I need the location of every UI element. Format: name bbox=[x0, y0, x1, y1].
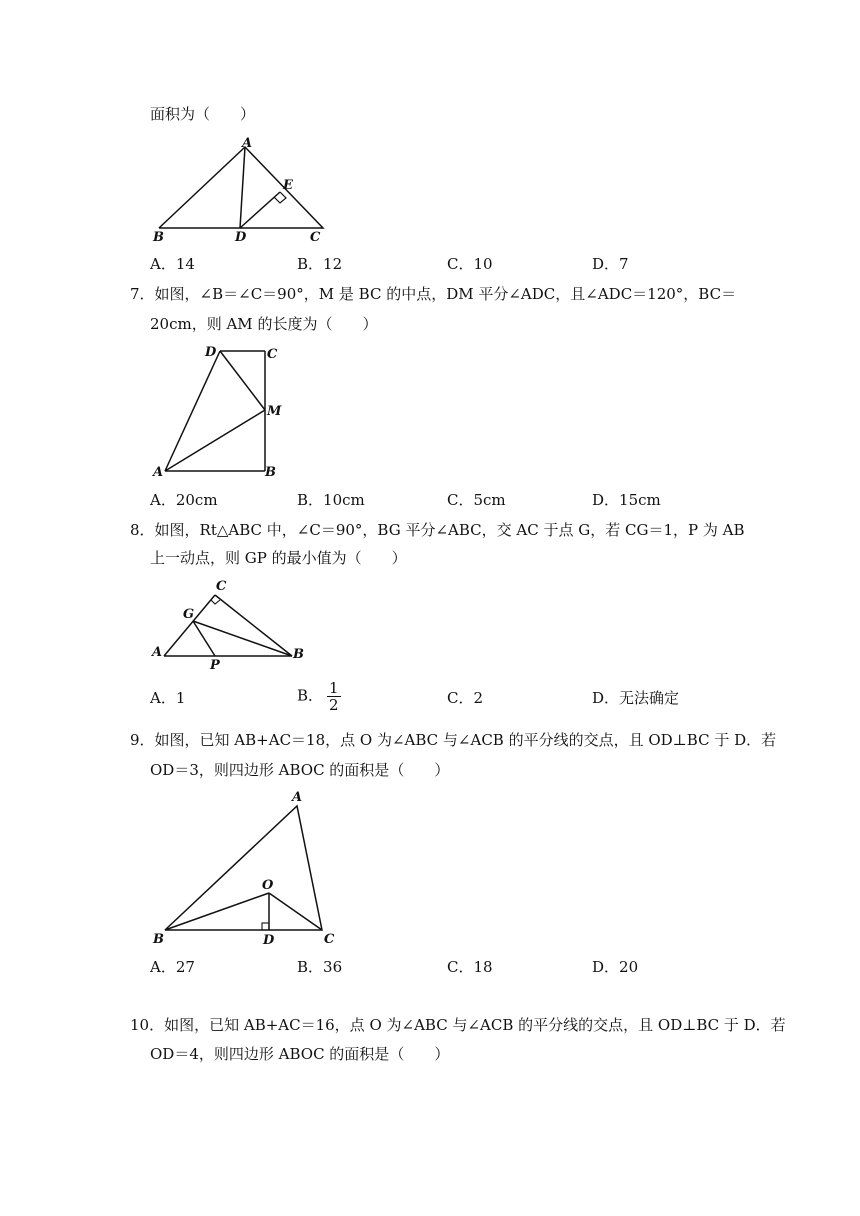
q9-option-d: D．20 bbox=[592, 958, 639, 976]
label-E: E bbox=[283, 178, 293, 193]
label-A: A bbox=[292, 790, 303, 805]
q9-text-line2: OD＝3，则四边形 ABOC 的面积是（ ） bbox=[150, 761, 450, 779]
label-A: A bbox=[152, 645, 163, 660]
q6-text-tail: 面积为（ ） bbox=[150, 105, 256, 123]
q9-option-b: B．36 bbox=[297, 958, 343, 976]
q9-option-a: A．27 bbox=[150, 958, 195, 976]
q7-text-line1: 7．如图，∠B＝∠C＝90°，M 是 BC 的中点，DM 平分∠ADC，且∠ADC＝120°，BC＝ bbox=[130, 285, 737, 303]
q8-option-b-fraction bbox=[327, 680, 341, 713]
label-D: D bbox=[235, 230, 247, 245]
label-A: A bbox=[242, 136, 253, 151]
label-B: B bbox=[153, 230, 164, 245]
fraction-denominator: 2 bbox=[329, 696, 339, 714]
q10-text-line2: OD＝4，则四边形 ABOC 的面积是（ ） bbox=[150, 1045, 450, 1063]
q9-text-line1: 9．如图，已知 AB+AC＝18，点 O 为∠ABC 与∠ACB 的平分线的交点，且 OD⊥BC 于 D．若 bbox=[130, 731, 777, 749]
label-G: G bbox=[183, 607, 195, 622]
q7-option-b: B．10cm bbox=[297, 491, 365, 509]
q7-option-c: C．5cm bbox=[447, 491, 506, 509]
q8-option-b-prefix: B． bbox=[297, 686, 324, 705]
q10-text-line1: 10．如图，已知 AB+AC＝16，点 O 为∠ABC 与∠ACB 的平分线的交点，且 OD⊥BC 于 D．若 bbox=[130, 1016, 786, 1034]
label-D: D bbox=[205, 345, 217, 360]
label-P: P bbox=[210, 658, 220, 673]
label-M: M bbox=[267, 404, 282, 419]
q8-text-line1: 8．如图，Rt△ABC 中，∠C＝90°，BG 平分∠ABC，交 AC 于点 G，若 CG＝1，P 为 AB bbox=[130, 521, 745, 539]
q8-right-triangle-figure bbox=[150, 575, 310, 671]
q7-text-line2: 20cm，则 AM 的长度为（ ） bbox=[150, 315, 378, 333]
q8-option-d: D．无法确定 bbox=[592, 689, 680, 707]
q8-option-b bbox=[297, 680, 341, 713]
q6-option-a: A．14 bbox=[150, 255, 195, 273]
q9-triangle-figure bbox=[150, 785, 340, 947]
label-B: B bbox=[153, 932, 164, 947]
q8-option-a: A．1 bbox=[150, 689, 186, 707]
q6-triangle-figure bbox=[145, 135, 335, 247]
q7-option-a: A．20cm bbox=[150, 491, 218, 509]
label-D: D bbox=[263, 933, 275, 948]
q8-option-c: C．2 bbox=[447, 689, 484, 707]
label-C: C bbox=[267, 347, 278, 362]
q8-text-line2: 上一动点，则 GP 的最小值为（ ） bbox=[150, 549, 407, 567]
q7-option-d: D．15cm bbox=[592, 491, 661, 509]
fraction-numerator: 1 bbox=[329, 679, 339, 697]
label-O: O bbox=[262, 878, 274, 893]
label-A: A bbox=[153, 465, 164, 480]
label-B: B bbox=[265, 465, 276, 480]
q9-option-c: C．18 bbox=[447, 958, 493, 976]
label-B: B bbox=[293, 647, 304, 662]
q6-option-d: D．7 bbox=[592, 255, 629, 273]
q7-trapezoid-figure bbox=[150, 340, 290, 482]
label-C: C bbox=[324, 932, 335, 947]
q6-option-b: B．12 bbox=[297, 255, 343, 273]
q6-option-c: C．10 bbox=[447, 255, 493, 273]
label-C: C bbox=[216, 579, 227, 594]
label-C: C bbox=[310, 230, 321, 245]
